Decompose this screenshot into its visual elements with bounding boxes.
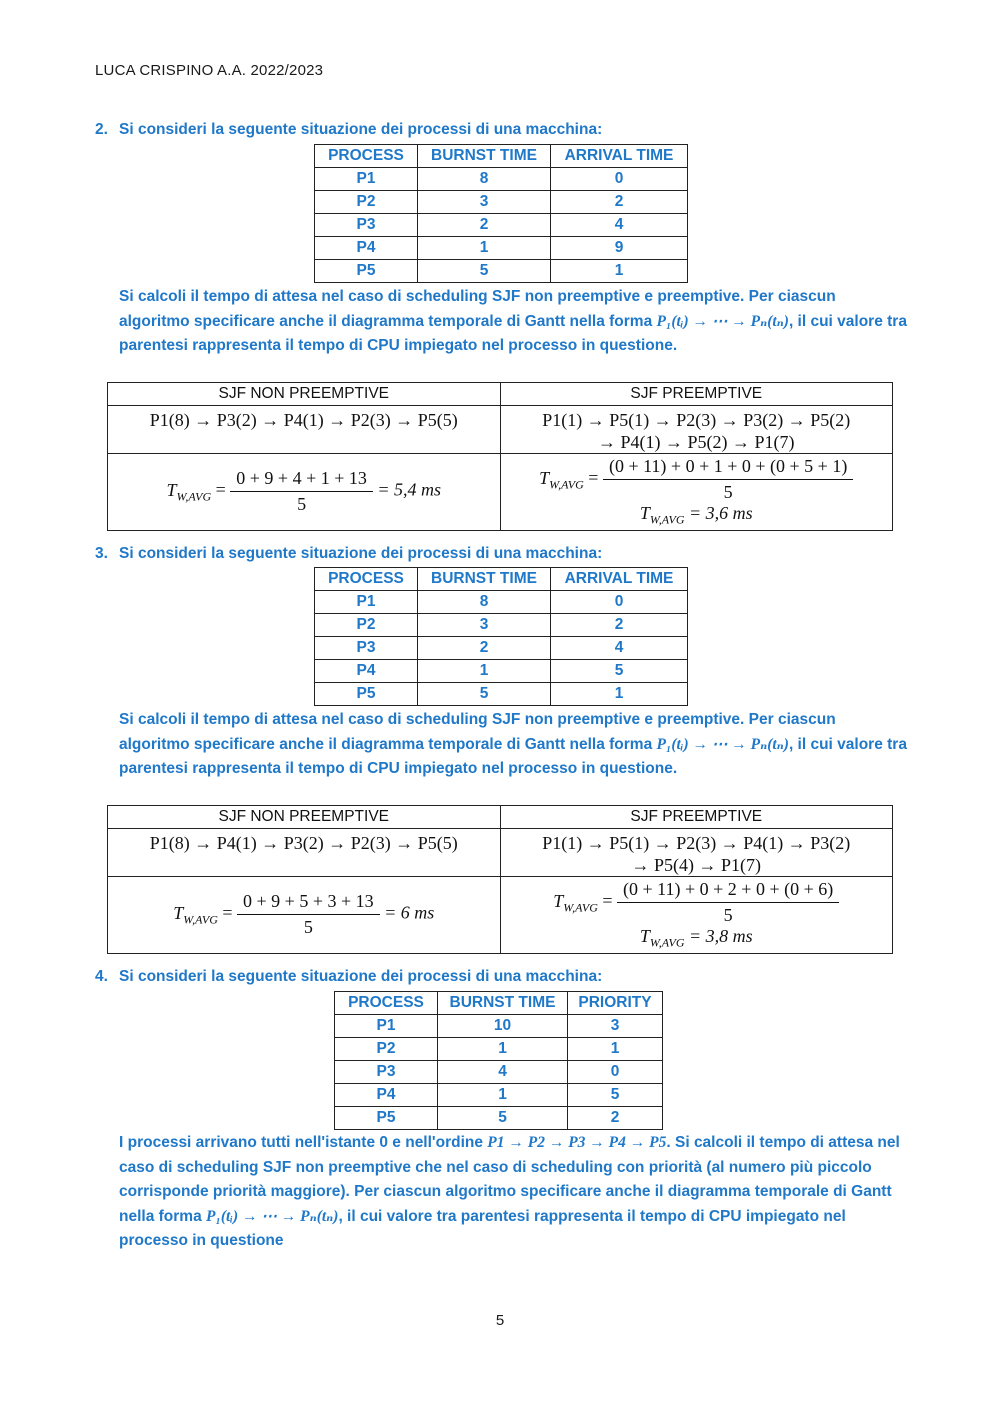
q4-heading	[95, 968, 602, 986]
column-header: PRIORITY	[568, 992, 663, 1015]
table-cell: P2	[315, 191, 418, 214]
avg-wait-formula-np: $T_{W,AVG}$ = $\frac{0 + 9 + 4 + 1 + 13}{5}$ = 5,4 ms	[108, 454, 501, 531]
page-header: LUCA CRISPINO A.A. 2022/2023	[95, 62, 324, 79]
gantt-sequence-p	[500, 829, 893, 877]
table-cell: 1	[568, 1038, 663, 1061]
tw-symbol: $T_{W,AVG}$	[539, 467, 584, 492]
q2-intro: Si consideri la seguente situazione dei processi di una macchina:	[119, 121, 603, 138]
table-cell: 0	[551, 168, 688, 191]
table-cell: 9	[551, 237, 688, 260]
table-cell: P5	[315, 683, 418, 706]
q4-process-table	[334, 991, 663, 1130]
q3-heading	[95, 545, 602, 563]
column-header: BURNST TIME	[418, 568, 551, 591]
result-line: $T_{W,AVG} = 3,6$ ms	[639, 503, 753, 527]
fraction: $\frac{0 + 9 + 4 + 1 + 13}{5}$	[230, 468, 373, 515]
table-row	[315, 260, 688, 283]
column-header: BURNST TIME	[438, 992, 568, 1015]
table-cell: 1	[551, 260, 688, 283]
fraction: $\frac{(0 + 11) + 0 + 1 + 0 + (0 + 5 + 1)}{5}$	[603, 456, 853, 503]
q4-instructions	[119, 1131, 909, 1254]
table-cell: 8	[418, 591, 551, 614]
table-cell: 5	[551, 660, 688, 683]
table-cell: 4	[551, 637, 688, 660]
table-row	[315, 637, 688, 660]
table-cell: 2	[551, 191, 688, 214]
q3-solution-table	[107, 805, 893, 954]
column-header: SJF PREEMPTIVE	[500, 806, 893, 829]
gantt-sequence-np: P1(8) → P4(1) → P3(2) → P2(3) → P5(5)	[108, 829, 501, 877]
avg-wait-formula-p: $T_{W,AVG}$ = $\frac{(0 + 11) + 0 + 2 + 0 + (0 + 6)}{5}$ $T_{W,AVG} = 3,8$ ms	[500, 877, 893, 954]
tw-symbol: $T_{W,AVG}$	[166, 479, 212, 504]
table-cell: P2	[335, 1038, 438, 1061]
table-cell: 1	[438, 1038, 568, 1061]
q2-process-table	[314, 144, 688, 283]
column-header: PROCESS	[335, 992, 438, 1015]
table-cell: P1	[315, 591, 418, 614]
table-cell: 1	[418, 237, 551, 260]
table-cell: 3	[568, 1015, 663, 1038]
table-row	[315, 614, 688, 637]
table-cell: P1	[335, 1015, 438, 1038]
table-cell: 2	[568, 1107, 663, 1130]
result-line: $T_{W,AVG} = 3,8$ ms	[639, 926, 753, 950]
table-cell: P3	[315, 214, 418, 237]
avg-wait-formula-p: $T_{W,AVG}$ = $\frac{(0 + 11) + 0 + 1 + 0 + (0 + 5 + 1)}{5}$ $T_{W,AVG} = 3,6$ ms	[500, 454, 893, 531]
table-cell: P4	[315, 660, 418, 683]
table-cell: 3	[418, 191, 551, 214]
table-cell: P3	[315, 637, 418, 660]
q4-number: 4.	[95, 968, 108, 985]
avg-wait-formula-np: $T_{W,AVG}$ = $\frac{0 + 9 + 5 + 3 + 13}{5}$ = 6 ms	[108, 877, 501, 954]
q3-text-b: , il cui valore tra parentesi rappresenta il tempo di CPU impiegato nel processo in questione.	[119, 735, 907, 777]
q4-arrival-order: P1 → P2 → P3 → P4 → P5	[487, 1134, 667, 1151]
table-cell: 5	[568, 1084, 663, 1107]
q4-text-c: , il cui valore tra parentesi rappresenta il tempo di CPU impiegato nel processo in questione	[119, 1207, 846, 1249]
table-row	[315, 660, 688, 683]
page-number: 5	[495, 1312, 505, 1329]
table-header-row	[315, 568, 688, 591]
column-header: SJF NON PREEMPTIVE	[108, 806, 501, 829]
table-header-row	[315, 145, 688, 168]
column-header: SJF NON PREEMPTIVE	[108, 383, 501, 406]
q2-text-b: , il cui valore tra parentesi rappresenta il tempo di CPU impiegato nel processo in questione.	[119, 312, 907, 354]
column-header: PROCESS	[315, 568, 418, 591]
table-row	[315, 191, 688, 214]
q3-text-a: Si calcoli il tempo di attesa nel caso di scheduling SJF non preemptive e preemptive. Per ciascun algoritmo specificare anche il diagramma temporale di Gantt nella forma	[119, 711, 836, 753]
table-cell: P4	[315, 237, 418, 260]
tw-symbol: $T_{W,AVG}$	[173, 902, 218, 927]
q2-solution-table	[107, 382, 893, 531]
q2-text-a: Si calcoli il tempo di attesa nel caso di scheduling SJF non preemptive e preemptive. Per ciascun algoritmo specificare anche il diagramma temporale di Gantt nella forma	[119, 288, 836, 330]
fraction: $\frac{(0 + 11) + 0 + 2 + 0 + (0 + 6)}{5}$	[617, 879, 839, 926]
gantt-sequence-line: → P5(4) → P1(7)	[631, 855, 761, 875]
table-cell: 0	[551, 591, 688, 614]
q2-instructions	[119, 285, 909, 359]
table-row	[315, 237, 688, 260]
q2-number: 2.	[95, 121, 108, 138]
column-header: ARRIVAL TIME	[551, 568, 688, 591]
table-cell: 2	[418, 637, 551, 660]
table-row	[335, 1084, 663, 1107]
gantt-sequence-np: P1(8) → P3(2) → P4(1) → P2(3) → P5(5)	[108, 406, 501, 454]
table-cell: P3	[335, 1061, 438, 1084]
table-row	[335, 1061, 663, 1084]
q2-gantt-formula: P₁(tᵢ) → ⋯ → Pₙ(tₙ)	[656, 312, 789, 330]
table-row	[315, 168, 688, 191]
column-header: SJF PREEMPTIVE	[500, 383, 893, 406]
table-cell: P1	[315, 168, 418, 191]
table-cell: 5	[418, 683, 551, 706]
table-cell: P5	[335, 1107, 438, 1130]
gantt-sequence-line: P1(1) → P5(1) → P2(3) → P3(2) → P5(2)	[542, 410, 851, 430]
table-cell: 10	[438, 1015, 568, 1038]
table-cell: 2	[551, 614, 688, 637]
table-cell: 5	[418, 260, 551, 283]
gantt-sequence-line: P1(1) → P5(1) → P2(3) → P4(1) → P3(2)	[542, 833, 851, 853]
gantt-sequence-line: → P4(1) → P5(2) → P1(7)	[598, 432, 795, 452]
table-cell: 1	[418, 660, 551, 683]
table-cell: 5	[438, 1107, 568, 1130]
result: = 6 ms	[384, 902, 435, 923]
tw-symbol: $T_{W,AVG}$	[553, 890, 598, 915]
q3-instructions	[119, 708, 909, 782]
table-cell: P2	[315, 614, 418, 637]
table-cell: 0	[568, 1061, 663, 1084]
q3-process-table	[314, 567, 688, 706]
table-row	[315, 591, 688, 614]
q2-heading	[95, 121, 602, 139]
q4-gantt-formula: P₁(tᵢ) → ⋯ → Pₙ(tₙ)	[206, 1207, 339, 1225]
q4-intro: Si consideri la seguente situazione dei processi di una macchina:	[119, 968, 603, 985]
result: = 5,4 ms	[377, 479, 442, 500]
table-cell: 1	[551, 683, 688, 706]
table-cell: 4	[438, 1061, 568, 1084]
q4-text-a: I processi arrivano tutti nell'istante 0 e nell'ordine	[119, 1134, 488, 1151]
table-row	[335, 1107, 663, 1130]
fraction: $\frac{0 + 9 + 5 + 3 + 13}{5}$	[237, 891, 380, 938]
q3-intro: Si consideri la seguente situazione dei processi di una macchina:	[119, 545, 603, 562]
table-cell: 1	[438, 1084, 568, 1107]
table-cell: 2	[418, 214, 551, 237]
table-header-row	[335, 992, 663, 1015]
column-header: PROCESS	[315, 145, 418, 168]
column-header: ARRIVAL TIME	[551, 145, 688, 168]
table-cell: P4	[335, 1084, 438, 1107]
table-cell: 4	[551, 214, 688, 237]
table-row	[315, 214, 688, 237]
table-row	[335, 1038, 663, 1061]
column-header: BURNST TIME	[418, 145, 551, 168]
table-cell: 8	[418, 168, 551, 191]
q4-text-b: . Si calcoli il tempo di attesa nel caso di scheduling SJF non preemptive che nel caso di scheduling con priorità (al numero più piccolo corrisponde priorità maggiore). Per ciascun algoritmo specificare anche il diagramma temporale di Gantt nella forma	[119, 1134, 900, 1225]
gantt-sequence-p	[500, 406, 893, 454]
q3-gantt-formula: P₁(tᵢ) → ⋯ → Pₙ(tₙ)	[656, 735, 789, 753]
q3-number: 3.	[95, 545, 108, 562]
table-cell: P5	[315, 260, 418, 283]
table-cell: 3	[418, 614, 551, 637]
table-row	[335, 1015, 663, 1038]
table-row	[315, 683, 688, 706]
